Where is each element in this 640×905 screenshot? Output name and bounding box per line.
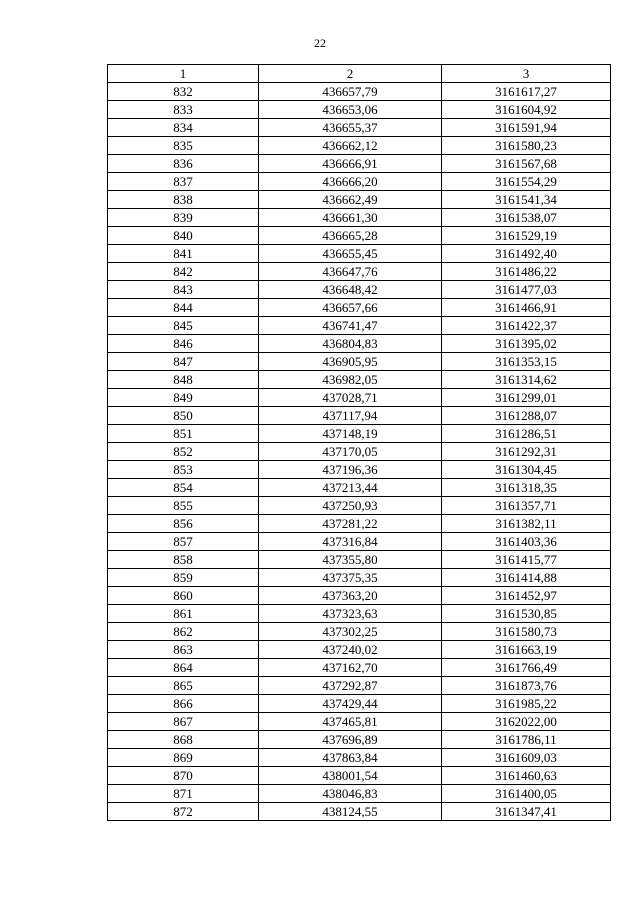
x-coordinate-cell: 437250,93 bbox=[259, 497, 442, 515]
y-coordinate-cell: 3161529,19 bbox=[442, 227, 611, 245]
x-coordinate-cell: 437240,02 bbox=[259, 641, 442, 659]
point-number-cell: 870 bbox=[108, 767, 259, 785]
table-row bbox=[108, 731, 611, 749]
y-coordinate-cell: 3161299,01 bbox=[442, 389, 611, 407]
table-row bbox=[108, 173, 611, 191]
y-coordinate-cell: 3161766,49 bbox=[442, 659, 611, 677]
y-coordinate-cell: 3161415,77 bbox=[442, 551, 611, 569]
table-row bbox=[108, 101, 611, 119]
table-row bbox=[108, 407, 611, 425]
table-row bbox=[108, 713, 611, 731]
point-number-cell: 859 bbox=[108, 569, 259, 587]
x-coordinate-cell: 438001,54 bbox=[259, 767, 442, 785]
y-coordinate-cell: 3161466,91 bbox=[442, 299, 611, 317]
x-coordinate-cell: 436653,06 bbox=[259, 101, 442, 119]
page-number: 22 bbox=[314, 36, 326, 50]
x-coordinate-cell: 437148,19 bbox=[259, 425, 442, 443]
y-coordinate-cell: 3161304,45 bbox=[442, 461, 611, 479]
y-coordinate-cell: 3161292,31 bbox=[442, 443, 611, 461]
point-number-cell: 864 bbox=[108, 659, 259, 677]
table-row bbox=[108, 623, 611, 641]
table-row bbox=[108, 245, 611, 263]
y-coordinate-cell: 3161530,85 bbox=[442, 605, 611, 623]
x-coordinate-cell: 437375,35 bbox=[259, 569, 442, 587]
x-coordinate-cell: 436657,79 bbox=[259, 83, 442, 101]
x-coordinate-cell: 437429,44 bbox=[259, 695, 442, 713]
table-row bbox=[108, 497, 611, 515]
point-number-cell: 842 bbox=[108, 263, 259, 281]
point-number-cell: 844 bbox=[108, 299, 259, 317]
x-coordinate-cell: 436647,76 bbox=[259, 263, 442, 281]
y-coordinate-cell: 3161357,71 bbox=[442, 497, 611, 515]
point-number-cell: 841 bbox=[108, 245, 259, 263]
point-number-cell: 860 bbox=[108, 587, 259, 605]
table-row bbox=[108, 641, 611, 659]
table-row bbox=[108, 803, 611, 821]
y-coordinate-cell: 3161477,03 bbox=[442, 281, 611, 299]
x-coordinate-cell: 436905,95 bbox=[259, 353, 442, 371]
x-coordinate-cell: 437465,81 bbox=[259, 713, 442, 731]
x-coordinate-cell: 436982,05 bbox=[259, 371, 442, 389]
table-row bbox=[108, 263, 611, 281]
table-row bbox=[108, 479, 611, 497]
table-row bbox=[108, 299, 611, 317]
table-row bbox=[108, 119, 611, 137]
point-number-cell: 834 bbox=[108, 119, 259, 137]
x-coordinate-cell: 437117,94 bbox=[259, 407, 442, 425]
point-number-cell: 855 bbox=[108, 497, 259, 515]
x-coordinate-cell: 437863,84 bbox=[259, 749, 442, 767]
point-number-cell: 848 bbox=[108, 371, 259, 389]
table-row bbox=[108, 515, 611, 533]
y-coordinate-cell: 3161395,02 bbox=[442, 335, 611, 353]
point-number-cell: 845 bbox=[108, 317, 259, 335]
point-number-cell: 852 bbox=[108, 443, 259, 461]
y-coordinate-cell: 3161452,97 bbox=[442, 587, 611, 605]
table-body bbox=[108, 83, 611, 821]
y-coordinate-cell: 3161609,03 bbox=[442, 749, 611, 767]
y-coordinate-cell: 3161538,07 bbox=[442, 209, 611, 227]
point-number-cell: 835 bbox=[108, 137, 259, 155]
y-coordinate-cell: 3161580,73 bbox=[442, 623, 611, 641]
table-row bbox=[108, 605, 611, 623]
point-number-cell: 837 bbox=[108, 173, 259, 191]
table-row bbox=[108, 209, 611, 227]
x-coordinate-cell: 436804,83 bbox=[259, 335, 442, 353]
point-number-cell: 857 bbox=[108, 533, 259, 551]
table-row bbox=[108, 155, 611, 173]
y-coordinate-cell: 3161286,51 bbox=[442, 425, 611, 443]
x-coordinate-cell: 436655,45 bbox=[259, 245, 442, 263]
x-coordinate-cell: 437028,71 bbox=[259, 389, 442, 407]
column-header-2: 2 bbox=[259, 65, 442, 83]
point-number-cell: 872 bbox=[108, 803, 259, 821]
point-number-cell: 867 bbox=[108, 713, 259, 731]
point-number-cell: 846 bbox=[108, 335, 259, 353]
table-row bbox=[108, 677, 611, 695]
y-coordinate-cell: 3161492,40 bbox=[442, 245, 611, 263]
point-number-cell: 849 bbox=[108, 389, 259, 407]
x-coordinate-cell: 437355,80 bbox=[259, 551, 442, 569]
table-row bbox=[108, 443, 611, 461]
point-number-cell: 871 bbox=[108, 785, 259, 803]
y-coordinate-cell: 3161604,92 bbox=[442, 101, 611, 119]
point-number-cell: 839 bbox=[108, 209, 259, 227]
table-row bbox=[108, 659, 611, 677]
x-coordinate-cell: 436741,47 bbox=[259, 317, 442, 335]
y-coordinate-cell: 3161591,94 bbox=[442, 119, 611, 137]
point-number-cell: 843 bbox=[108, 281, 259, 299]
point-number-cell: 865 bbox=[108, 677, 259, 695]
point-number-cell: 861 bbox=[108, 605, 259, 623]
point-number-cell: 840 bbox=[108, 227, 259, 245]
coordinates-table bbox=[107, 64, 611, 821]
x-coordinate-cell: 436648,42 bbox=[259, 281, 442, 299]
y-coordinate-cell: 3161314,62 bbox=[442, 371, 611, 389]
y-coordinate-cell: 3161460,63 bbox=[442, 767, 611, 785]
y-coordinate-cell: 3161580,23 bbox=[442, 137, 611, 155]
y-coordinate-cell: 3161554,29 bbox=[442, 173, 611, 191]
x-coordinate-cell: 436662,12 bbox=[259, 137, 442, 155]
point-number-cell: 862 bbox=[108, 623, 259, 641]
table-row bbox=[108, 227, 611, 245]
point-number-cell: 850 bbox=[108, 407, 259, 425]
y-coordinate-cell: 3161663,19 bbox=[442, 641, 611, 659]
point-number-cell: 851 bbox=[108, 425, 259, 443]
x-coordinate-cell: 437316,84 bbox=[259, 533, 442, 551]
x-coordinate-cell: 436657,66 bbox=[259, 299, 442, 317]
y-coordinate-cell: 3161382,11 bbox=[442, 515, 611, 533]
x-coordinate-cell: 436666,91 bbox=[259, 155, 442, 173]
table-row bbox=[108, 695, 611, 713]
y-coordinate-cell: 3161985,22 bbox=[442, 695, 611, 713]
y-coordinate-cell: 3161414,88 bbox=[442, 569, 611, 587]
table-row bbox=[108, 569, 611, 587]
y-coordinate-cell: 3161567,68 bbox=[442, 155, 611, 173]
x-coordinate-cell: 436661,30 bbox=[259, 209, 442, 227]
point-number-cell: 836 bbox=[108, 155, 259, 173]
table-row bbox=[108, 83, 611, 101]
x-coordinate-cell: 436666,20 bbox=[259, 173, 442, 191]
table-row bbox=[108, 749, 611, 767]
y-coordinate-cell: 3162022,00 bbox=[442, 713, 611, 731]
x-coordinate-cell: 436655,37 bbox=[259, 119, 442, 137]
table-row bbox=[108, 137, 611, 155]
y-coordinate-cell: 3161617,27 bbox=[442, 83, 611, 101]
point-number-cell: 868 bbox=[108, 731, 259, 749]
x-coordinate-cell: 437323,63 bbox=[259, 605, 442, 623]
y-coordinate-cell: 3161541,34 bbox=[442, 191, 611, 209]
column-header-1: 1 bbox=[108, 65, 259, 83]
x-coordinate-cell: 437170,05 bbox=[259, 443, 442, 461]
point-number-cell: 847 bbox=[108, 353, 259, 371]
x-coordinate-cell: 437162,70 bbox=[259, 659, 442, 677]
table-row bbox=[108, 317, 611, 335]
table-row bbox=[108, 785, 611, 803]
point-number-cell: 832 bbox=[108, 83, 259, 101]
column-header-3: 3 bbox=[442, 65, 611, 83]
point-number-cell: 838 bbox=[108, 191, 259, 209]
table-row bbox=[108, 371, 611, 389]
x-coordinate-cell: 437281,22 bbox=[259, 515, 442, 533]
table-row bbox=[108, 533, 611, 551]
x-coordinate-cell: 437363,20 bbox=[259, 587, 442, 605]
table-row bbox=[108, 335, 611, 353]
point-number-cell: 853 bbox=[108, 461, 259, 479]
point-number-cell: 854 bbox=[108, 479, 259, 497]
point-number-cell: 866 bbox=[108, 695, 259, 713]
table-row bbox=[108, 281, 611, 299]
x-coordinate-cell: 438124,55 bbox=[259, 803, 442, 821]
x-coordinate-cell: 437292,87 bbox=[259, 677, 442, 695]
point-number-cell: 863 bbox=[108, 641, 259, 659]
point-number-cell: 858 bbox=[108, 551, 259, 569]
y-coordinate-cell: 3161786,11 bbox=[442, 731, 611, 749]
table-row bbox=[108, 389, 611, 407]
point-number-cell: 869 bbox=[108, 749, 259, 767]
y-coordinate-cell: 3161318,35 bbox=[442, 479, 611, 497]
table-row bbox=[108, 353, 611, 371]
table-row bbox=[108, 551, 611, 569]
table-row bbox=[108, 587, 611, 605]
x-coordinate-cell: 436662,49 bbox=[259, 191, 442, 209]
point-number-cell: 856 bbox=[108, 515, 259, 533]
table-row bbox=[108, 461, 611, 479]
x-coordinate-cell: 437213,44 bbox=[259, 479, 442, 497]
y-coordinate-cell: 3161353,15 bbox=[442, 353, 611, 371]
x-coordinate-cell: 436665,28 bbox=[259, 227, 442, 245]
table-row bbox=[108, 191, 611, 209]
y-coordinate-cell: 3161288,07 bbox=[442, 407, 611, 425]
point-number-cell: 833 bbox=[108, 101, 259, 119]
x-coordinate-cell: 437696,89 bbox=[259, 731, 442, 749]
y-coordinate-cell: 3161873,76 bbox=[442, 677, 611, 695]
y-coordinate-cell: 3161347,41 bbox=[442, 803, 611, 821]
y-coordinate-cell: 3161486,22 bbox=[442, 263, 611, 281]
y-coordinate-cell: 3161403,36 bbox=[442, 533, 611, 551]
x-coordinate-cell: 438046,83 bbox=[259, 785, 442, 803]
table-row bbox=[108, 425, 611, 443]
table-header-row bbox=[108, 65, 611, 83]
table-row bbox=[108, 767, 611, 785]
x-coordinate-cell: 437302,25 bbox=[259, 623, 442, 641]
x-coordinate-cell: 437196,36 bbox=[259, 461, 442, 479]
y-coordinate-cell: 3161422,37 bbox=[442, 317, 611, 335]
y-coordinate-cell: 3161400,05 bbox=[442, 785, 611, 803]
